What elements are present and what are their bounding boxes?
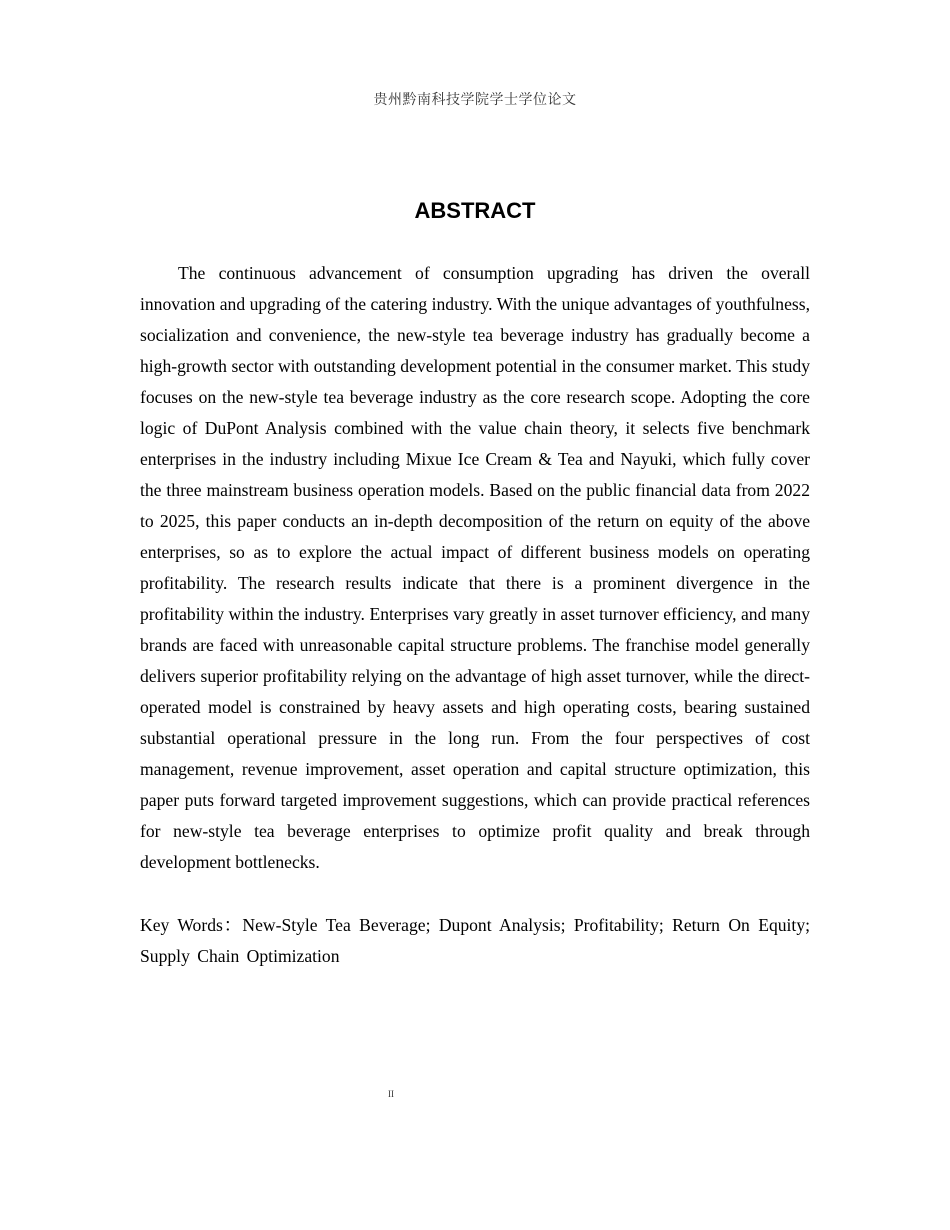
abstract-body: The continuous advancement of consumption upgrading has driven the overall innovation and upgrading of the catering industry. With the unique advantages of youthfulness, socialization and convenience, the new-style tea beverage industry has gradually become a high-growth sector with outstanding development potential in the consumer market. This study focuses on the new-style tea beverage industry as the core research scope. Adopting the core logic of DuPont Analysis combined with the value chain theory, it selects five benchmark enterprises in the industry including Mixue Ice Cream & Tea and Nayuki, which fully cover the three mainstream business operation models. Based on the public financial data from 2022 to 2025, this paper conducts an in-depth decomposition of the return on equity of the above enterprises, so as to explore the actual impact of different business models on operating profitability. The research results indicate that there is a prominent divergence in the profitability within the industry. Enterprises vary greatly in asset turnover efficiency, and many brands are faced with unreasonable capital structure problems. The franchise model generally delivers superior profitability relying on the advantage of high asset turnover, while the direct-operated model is constrained by heavy assets and high operating costs, bearing sustained substantial operational pressure in the long run. From the four perspectives of cost management, revenue improvement, asset operation and capital structure optimization, this paper puts forward targeted improvement suggestions, which can provide practical references for new-style tea beverage enterprises to optimize profit quality and break through development bottlenecks. <box>140 263 810 872</box>
keywords-list: New-Style Tea Beverage; Dupont Analysis; Profitability; Return On Equity; Supply Chain Optimization <box>140 915 811 966</box>
page-number: II <box>388 1089 394 1099</box>
keywords-label: Key Words： <box>140 915 243 935</box>
keywords-line <box>140 910 810 972</box>
running-header: 贵州黔南科技学院学士学位论文 <box>373 92 577 108</box>
abstract-title: ABSTRACT <box>414 198 536 223</box>
